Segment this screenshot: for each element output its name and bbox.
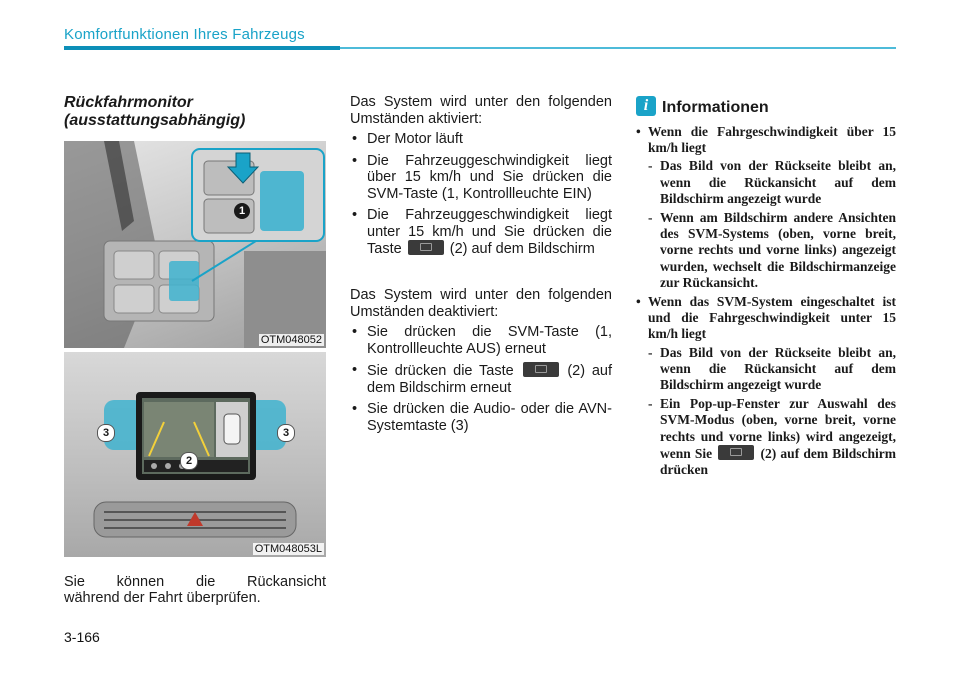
info-subitem: - Das Bild von der Rückseite bleibt an, wenn die Rückansicht auf dem Bildschirm angezeigt wurde [648,345,896,394]
figure-center-console [64,141,326,348]
info-subitem: - Das Bild von der Rückseite bleibt an, wenn die Rückansicht auf dem Bildschirm angezeigt wurde [648,158,896,207]
activated-intro: Das System wird unter den folgenden Umständen aktiviert: [350,94,612,127]
callout-2: 2 [180,452,198,470]
deactivated-intro: Das System wird unter den folgenden Umständen deaktiviert: [350,287,612,320]
rear-view-button-icon [523,362,559,377]
rear-view-button-icon [718,445,754,460]
rear-view-button-icon [408,240,444,255]
figure2-code: OTM048053L [254,543,322,555]
list-item [350,207,612,258]
info-item [636,124,896,291]
list-item: • Die Fahrzeuggeschwindigkeit liegt über 15 km/h und Sie drücken die SVM-Taste (1, Kontrollleuchte EIN) [350,153,612,203]
figure1-code: OTM048052 [260,334,322,346]
section-title-line1: Rückfahrmonitor [64,94,193,111]
callout-1: 1 [238,205,246,217]
list-item-text: Die Fahrzeuggeschwindigkeit liegt unter 15 km/h und Sie drücken die Taste [367,207,612,257]
activated-list [350,131,612,263]
list-item: • Der Motor läuft [350,131,612,148]
info-subitem [648,396,896,478]
info-item [636,294,896,478]
info-subitem-text: Ein Pop-up-Fenster zur Auswahl des SVM-Modus (oben, vorne breit, vorne rechts und vorne links) wird angezeigt, wenn Sie [660,396,896,461]
page-number: 3-166 [64,629,100,645]
info-subitem: - Wenn am Bildschirm andere Ansichten des SVM-Systems (oben, vorne breit, vorne rechts und vorne links) angezeigt wurden, wechselt die Bildschirmanzeige zur Rückansicht. [648,210,896,291]
list-item-text: (2) auf dem Bildschirm [449,241,595,257]
info-item-text: Wenn das SVM-System eingeschaltet ist und die Fahrgeschwindigkeit unter 15 km/h liegt [648,294,896,342]
info-sublist [648,345,896,479]
list-item-text: (2) auf dem Bildschirm erneut [367,363,613,396]
info-icon: i [636,96,656,116]
list-item: • Sie drücken die SVM-Taste (1, Kontrollleuchte AUS) erneut [350,324,612,357]
figure-infotainment-screen [64,352,326,557]
info-title: Informationen [662,99,769,116]
callout-3-right: 3 [277,424,295,442]
section-title [64,94,324,130]
list-item-text: Sie drücken die Taste [367,363,514,379]
center-console-illustration [64,141,326,348]
list-item: • Sie drücken die Audio- oder die AVN-Systemtaste (3) [350,401,612,434]
header-rule-light [340,47,896,49]
caption-line1: Sie können die Rückansicht [64,574,326,590]
deactivated-list [350,324,612,439]
callout-3-left: 3 [97,424,115,442]
section-title-line2: (ausstattungsabhängig) [64,112,246,129]
info-item-text: Wenn die Fahrgeschwindigkeit über 15 km/h liegt [648,124,896,156]
header-rule-dark [64,46,340,50]
caption-line2: während der Fahrt überprüfen. [64,590,261,606]
list-item [350,362,612,396]
chapter-title: Komfortfunktionen Ihres Fahrzeugs [64,26,305,43]
info-subitem-text: (2) auf dem Bildschirm drücken [660,445,897,478]
info-sublist [648,158,896,291]
info-list [636,124,896,481]
